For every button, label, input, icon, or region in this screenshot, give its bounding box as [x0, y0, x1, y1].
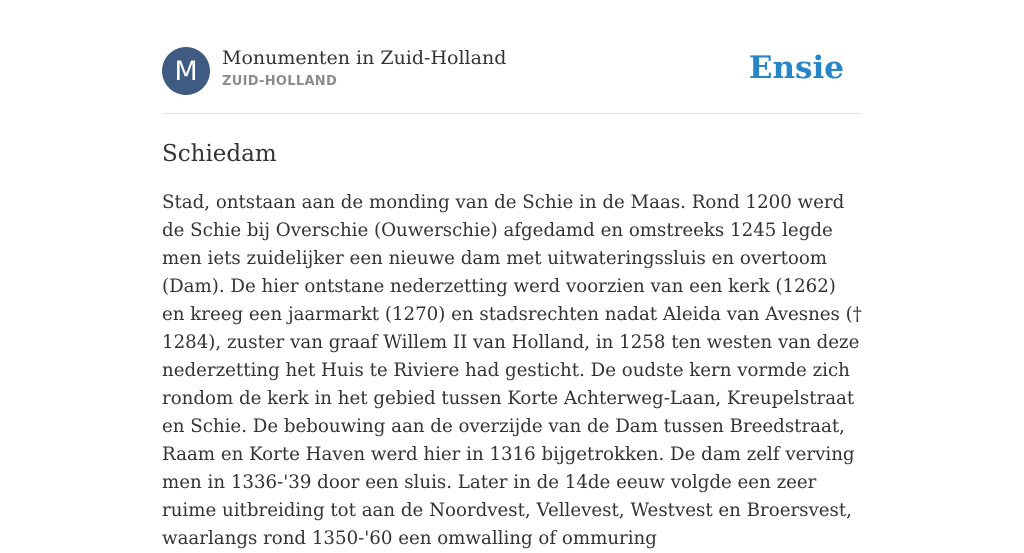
collection-avatar[interactable]: M [162, 47, 210, 95]
page [162, 0, 862, 553]
collection-title[interactable]: Monumenten in Zuid-Holland [222, 47, 507, 69]
entry-title: Schiedam [162, 141, 277, 167]
entry-body: Stad, ontstaan aan de monding van de Schie in de Maas. Rond 1200 werd de Schie bij Overschie (Ouwerschie) afgedamd en omstreeks 1245 legde men iets zuidelijker een nieuwe dam met uitwateringssluis en overtoom (Dam). De hier ontstane nederzetting werd voorzien van een kerk (1262) en kreeg een jaarmarkt (1270) en stadsrechten nadat Aleida van Avesnes († 1284), zuster van graaf Willem II van Holland, in 1258 ten westen van deze nederzetting het Huis te Riviere had gesticht. De oudste kern vormde zich rondom de kerk in het gebied tussen Korte Achterweg-Laan, Kreupelstraat en Schie. De bebouwing aan de overzijde van de Dam tussen Breedstraat, Raam en Korte Haven werd hier in 1316 bijgetrokken. De dam zelf verving men in 1336-'39 door een sluis. Later in de 14de eeuw volgde een zeer ruime uitbreiding tot aan de Noordvest, Vellevest, Westvest en Broersvest, waarlangs rond 1350-'60 een omwalling of ommuring [162, 192, 862, 549]
ensie-logo[interactable]: Ensie [748, 50, 844, 86]
header [162, 0, 862, 114]
collection-info [222, 45, 506, 93]
collection-region: ZUID-HOLLAND [222, 74, 338, 89]
